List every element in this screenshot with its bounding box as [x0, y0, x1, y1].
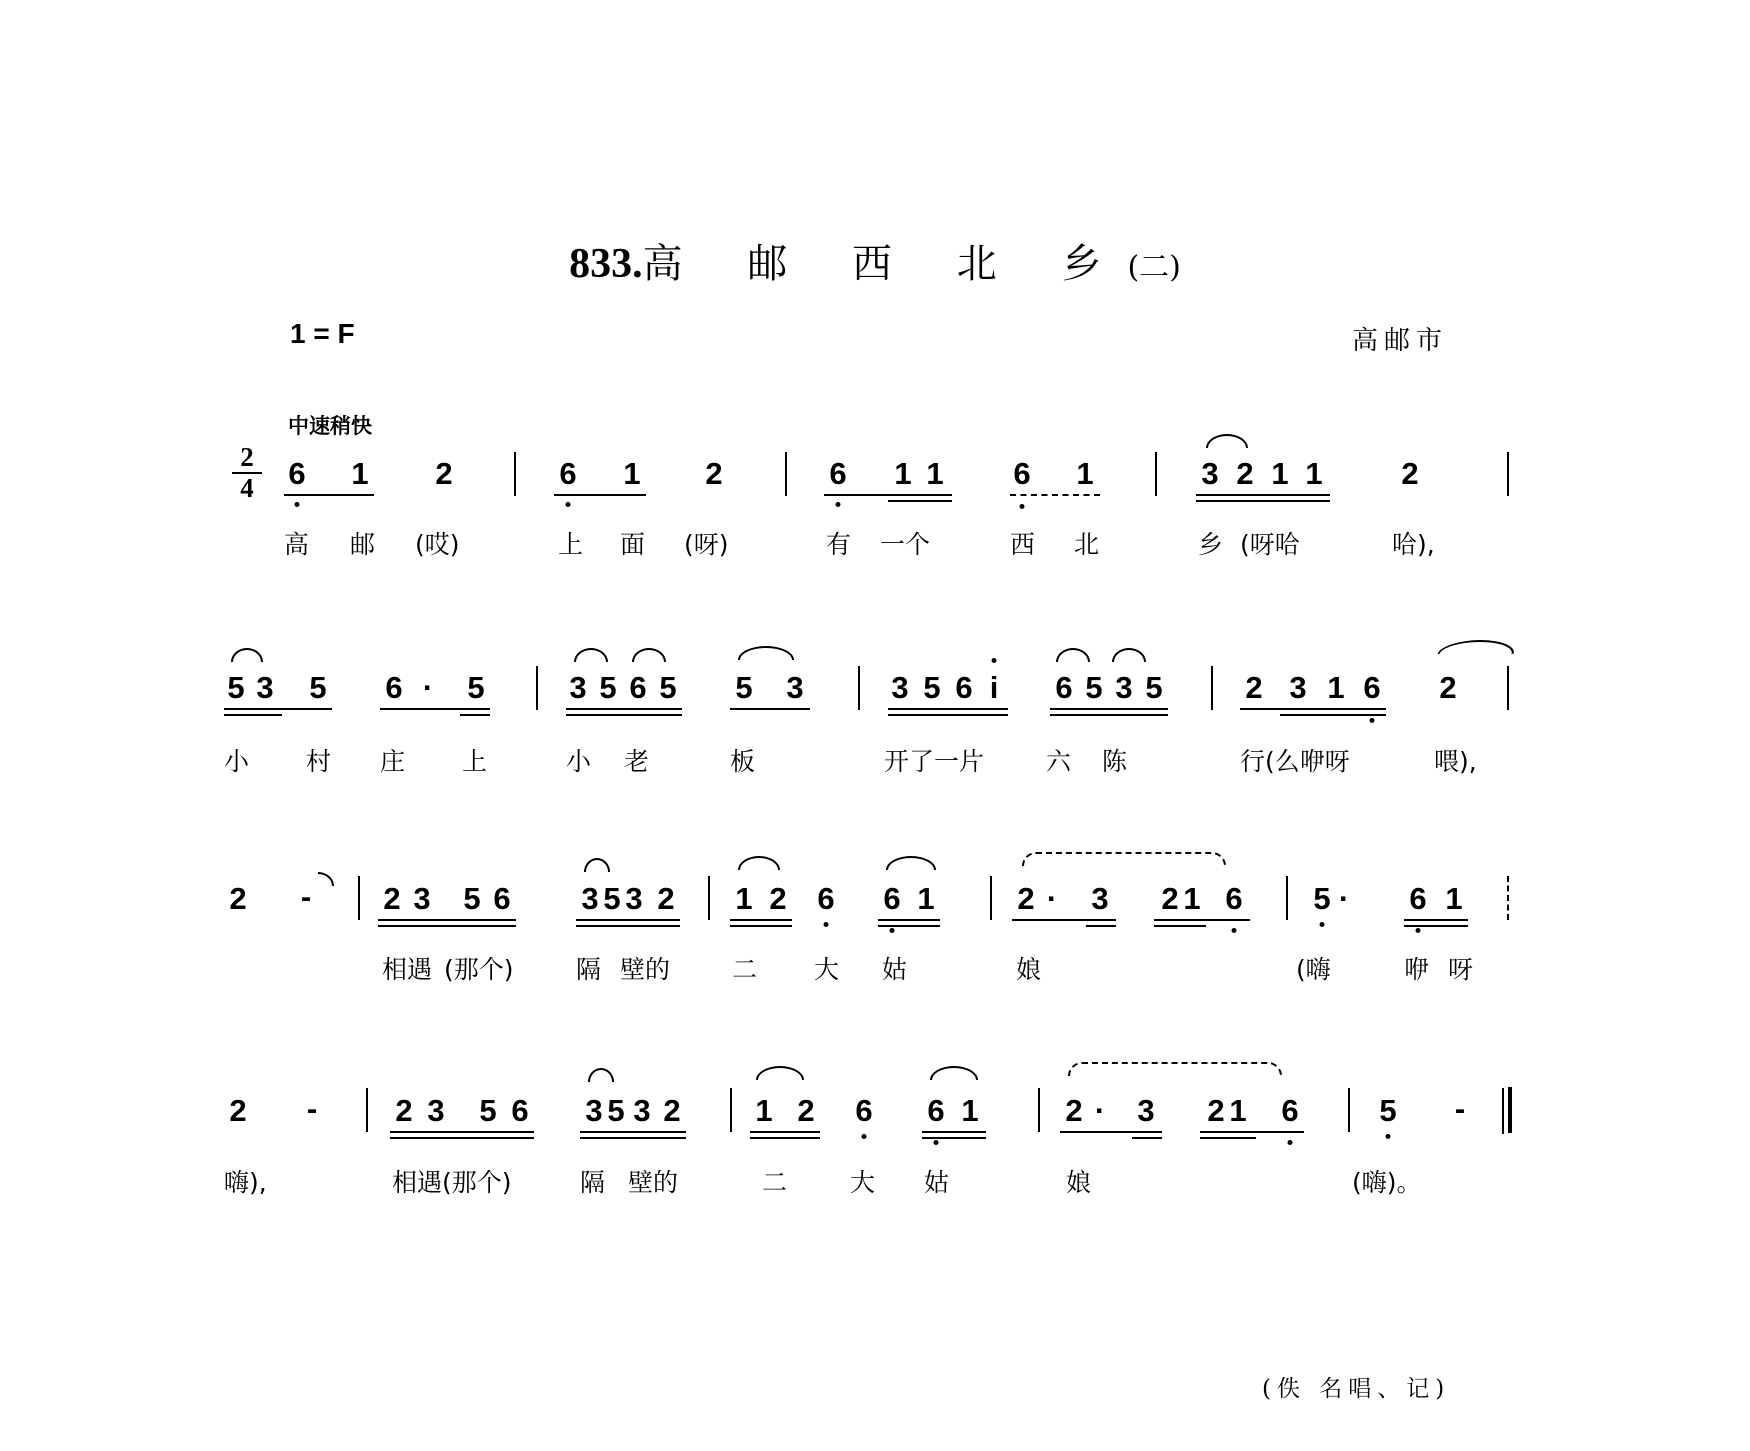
note: 2 [1439, 670, 1457, 705]
lyric: 姑 [882, 955, 908, 984]
note: 6 [559, 456, 577, 491]
lyric: 老 [624, 747, 650, 776]
lyric: 小 [224, 747, 250, 776]
underline-beam [1200, 1131, 1304, 1133]
slur [1206, 434, 1248, 448]
low-octave-dot [566, 502, 571, 507]
underline-beam [554, 494, 646, 496]
barline [358, 876, 360, 920]
slur [1437, 640, 1518, 654]
note: 1 [1327, 670, 1345, 705]
note: 3 [427, 1093, 445, 1128]
underline-beam [878, 925, 940, 927]
note: 5 [603, 881, 621, 916]
note: 6 [288, 456, 306, 491]
note: 2 [657, 881, 675, 916]
underline-beam [1240, 708, 1386, 710]
lyric: 小 [566, 747, 592, 776]
note: 1 [961, 1093, 979, 1128]
note: 2 [395, 1093, 413, 1128]
note: · [422, 670, 434, 705]
slur [632, 648, 666, 662]
note: 6 [511, 1093, 529, 1128]
lyric: 二 [732, 955, 758, 984]
note: 5 [467, 670, 485, 705]
lyric: 一个 [880, 530, 931, 559]
dotted-note-dot: · [1094, 1093, 1106, 1128]
lyric: 上 [462, 747, 488, 776]
note: 2 [1401, 456, 1419, 491]
barline [1211, 666, 1213, 710]
note: 6 [829, 456, 847, 491]
note: 1 [1229, 1093, 1247, 1128]
note: 3 [633, 1093, 651, 1128]
lyric: 庄 [380, 747, 406, 776]
lyric: 行(么咿呀 [1240, 747, 1350, 776]
underline-beam [730, 925, 792, 927]
lyric: 陈 [1102, 747, 1128, 776]
note: 5 [1085, 670, 1103, 705]
note: 2 [229, 1093, 247, 1128]
barline [514, 452, 516, 496]
underline-beam [566, 708, 682, 710]
note: i [989, 670, 999, 705]
lyric: 壁的 [628, 1168, 679, 1197]
lyric: 六 [1046, 747, 1072, 776]
underline-beam [1154, 925, 1206, 927]
lyric: 北 [1074, 530, 1100, 559]
underline-beam [1012, 919, 1116, 921]
tempo-marking: 中速稍快 [288, 414, 372, 438]
underline-beam [1196, 494, 1330, 496]
note: 1 [917, 881, 935, 916]
low-octave-dot [1020, 504, 1025, 509]
note: 3 [1201, 456, 1219, 491]
lyric: (嗨)。 [1352, 1168, 1422, 1197]
note: 1 [1076, 456, 1094, 491]
dotted-note-dot: · [1046, 881, 1058, 916]
low-octave-dot [824, 922, 829, 927]
slur [738, 646, 794, 660]
underline-beam [224, 714, 282, 716]
note: 6 [883, 881, 901, 916]
low-octave-dot [890, 928, 895, 933]
note: 3 [625, 881, 643, 916]
lyric: 隔 [576, 955, 602, 984]
note: 1 [623, 456, 641, 491]
underline-beam [878, 919, 940, 921]
lyric: 娘 [1066, 1168, 1092, 1197]
underline-beam [1050, 708, 1168, 710]
note: 1 [1271, 456, 1289, 491]
note: 3 [786, 670, 804, 705]
lyric: 邮 [350, 530, 376, 559]
barline [990, 876, 992, 920]
slur [574, 648, 608, 662]
lyric: 开了一片 [884, 747, 985, 776]
barline [730, 1088, 732, 1132]
note: 1 [1305, 456, 1323, 491]
note: 3 [1115, 670, 1133, 705]
slur [886, 856, 936, 870]
underline-beam [922, 1137, 986, 1139]
note: 6 [1055, 670, 1073, 705]
underline-beam [380, 708, 490, 710]
time-signature [232, 444, 262, 502]
lyric: 壁的 [620, 955, 671, 984]
low-octave-dot [1288, 1140, 1293, 1145]
extension-dash: - [306, 1091, 318, 1126]
underline-beam [1050, 714, 1168, 716]
note: 3 [256, 670, 274, 705]
slur [1056, 648, 1090, 662]
lyric: 大 [850, 1168, 876, 1197]
underline-beam [390, 1137, 534, 1139]
lyric: 板 [730, 747, 756, 776]
slur [930, 1066, 978, 1080]
lyric: 面 [620, 530, 646, 559]
note: 2 [1236, 456, 1254, 491]
lyric: 二 [762, 1168, 788, 1197]
barline [1155, 452, 1157, 496]
underline-beam [460, 714, 490, 716]
note: 5 [607, 1093, 625, 1128]
note: 5 [923, 670, 941, 705]
underline-beam [1132, 1137, 1162, 1139]
note: 6 [855, 1093, 873, 1128]
lyric: 姑 [924, 1168, 950, 1197]
underline-beam [224, 708, 332, 710]
note: 1 [351, 456, 369, 491]
underline-beam [888, 708, 1008, 710]
underline-beam [284, 494, 374, 496]
lyric: 隔 [580, 1168, 606, 1197]
barline [366, 1088, 368, 1132]
underline-beam [1010, 494, 1100, 496]
note: 6 [927, 1093, 945, 1128]
underline-beam [1154, 919, 1250, 921]
lyric: 相遇 [382, 955, 433, 984]
underline-beam [824, 494, 952, 496]
underline-beam [378, 919, 516, 921]
note: 2 [1161, 881, 1179, 916]
note: 1 [735, 881, 753, 916]
note: 2 [229, 881, 247, 916]
note: 5 [735, 670, 753, 705]
note: 3 [891, 670, 909, 705]
lyric: 村 [306, 747, 332, 776]
barline [785, 452, 787, 496]
slur [756, 1066, 804, 1080]
note: 5 [659, 670, 677, 705]
note: 5 [1379, 1093, 1397, 1128]
high-octave-dot [992, 658, 997, 663]
underline-beam [888, 500, 952, 502]
lyric: 高 [284, 530, 310, 559]
note: 2 [435, 456, 453, 491]
low-octave-dot [1232, 928, 1237, 933]
underline-beam [730, 919, 792, 921]
lyric: 西 [1010, 530, 1036, 559]
lyric: 呀 [1448, 955, 1474, 984]
underline-beam [1196, 500, 1330, 502]
note: 6 [629, 670, 647, 705]
key-signature: 1 = F [290, 318, 355, 349]
lyric: 嗨), [224, 1168, 267, 1197]
song-subtitle: (二) [1127, 250, 1181, 285]
underline-beam [750, 1137, 820, 1139]
note: 5 [1313, 881, 1331, 916]
lyric: (呀) [684, 530, 729, 559]
lyric: 上 [558, 530, 584, 559]
breath-mark [318, 872, 334, 886]
underline-beam [888, 714, 1008, 716]
low-octave-dot [1370, 718, 1375, 723]
slur [588, 1068, 614, 1082]
slur [738, 856, 780, 870]
barline [1348, 1088, 1350, 1132]
underline-beam [1200, 1137, 1256, 1139]
lyric: 咿 [1404, 955, 1430, 984]
note: 6 [385, 670, 403, 705]
barline [1507, 666, 1509, 710]
note: 1 [926, 456, 944, 491]
lyric: (那个) [444, 955, 514, 984]
lyric: 哈), [1392, 530, 1435, 559]
lyric: 喂), [1434, 747, 1477, 776]
note: 3 [1137, 1093, 1155, 1128]
underline-beam [580, 1131, 686, 1133]
note: 1 [1183, 881, 1201, 916]
slur [231, 648, 263, 662]
lyric: (嗨 [1296, 955, 1331, 984]
note: 3 [1091, 881, 1109, 916]
underline-beam [922, 1131, 986, 1133]
note: 6 [493, 881, 511, 916]
lyric: (哎) [415, 530, 460, 559]
dotted-note-dot: · [1338, 881, 1350, 916]
song-title [0, 232, 1750, 289]
note: 3 [585, 1093, 603, 1128]
lyric: 娘 [1016, 955, 1042, 984]
phrase-slur [1022, 852, 1226, 866]
singer-transcriber-credit: (佚 名唱、记) [1262, 1376, 1451, 1402]
note: 5 [479, 1093, 497, 1128]
underline-beam [576, 925, 680, 927]
note: 2 [769, 881, 787, 916]
note: 1 [755, 1093, 773, 1128]
note: 3 [1289, 670, 1307, 705]
low-octave-dot [862, 1134, 867, 1139]
underline-beam [750, 1131, 820, 1133]
underline-beam [390, 1131, 534, 1133]
time-signature-top: 2 [240, 442, 254, 472]
underline-beam [1086, 925, 1116, 927]
barline [708, 876, 710, 920]
extension-dash: - [300, 879, 312, 914]
note: 6 [817, 881, 835, 916]
underline-beam [566, 714, 682, 716]
region-label: 高邮市 [1352, 326, 1449, 356]
note: 6 [1225, 881, 1243, 916]
slur [584, 858, 610, 872]
underline-beam [576, 919, 680, 921]
low-octave-dot [295, 502, 300, 507]
phrase-slur [1068, 1062, 1282, 1076]
note: 2 [383, 881, 401, 916]
barline [1507, 876, 1509, 920]
underline-beam [580, 1137, 686, 1139]
note: 2 [1017, 881, 1035, 916]
song-name: 高 邮 西 北 乡 [642, 241, 1128, 287]
note: 6 [1281, 1093, 1299, 1128]
lyric: 大 [814, 955, 840, 984]
note: 3 [581, 881, 599, 916]
underline-beam [1060, 1131, 1162, 1133]
note: 2 [705, 456, 723, 491]
barline [1286, 876, 1288, 920]
lyric: 乡 [1198, 530, 1224, 559]
song-number: 833. [569, 241, 643, 287]
note: 5 [227, 670, 245, 705]
note: 6 [1363, 670, 1381, 705]
extension-dash: - [1454, 1091, 1466, 1126]
note: 5 [463, 881, 481, 916]
final-barline-thin [1502, 1088, 1504, 1134]
lyric: (呀哈 [1240, 530, 1300, 559]
low-octave-dot [836, 502, 841, 507]
note: 2 [1065, 1093, 1083, 1128]
barline [1507, 452, 1509, 496]
note: 2 [1207, 1093, 1225, 1128]
note: 5 [309, 670, 327, 705]
underline-beam [730, 708, 810, 710]
note: 6 [955, 670, 973, 705]
low-octave-dot [1416, 928, 1421, 933]
note: 1 [894, 456, 912, 491]
note: 5 [1145, 670, 1163, 705]
barline [858, 666, 860, 710]
underline-beam [1404, 919, 1468, 921]
note: 5 [599, 670, 617, 705]
underline-beam [378, 925, 516, 927]
lyric: 相遇(那个) [392, 1168, 512, 1197]
note: 6 [1409, 881, 1427, 916]
low-octave-dot [934, 1140, 939, 1145]
low-octave-dot [1386, 1134, 1391, 1139]
note: 2 [1245, 670, 1263, 705]
underline-beam [1404, 925, 1468, 927]
low-octave-dot [1320, 922, 1325, 927]
barline [1038, 1088, 1040, 1132]
note: 3 [413, 881, 431, 916]
note: 6 [1013, 456, 1031, 491]
note: 2 [663, 1093, 681, 1128]
note: 3 [569, 670, 587, 705]
lyric: 有 [826, 530, 852, 559]
time-signature-bottom: 4 [240, 473, 254, 503]
slur [1112, 648, 1146, 662]
barline [536, 666, 538, 710]
note: 2 [797, 1093, 815, 1128]
final-barline-thick [1508, 1087, 1512, 1133]
note: 1 [1445, 881, 1463, 916]
underline-beam [1280, 714, 1386, 716]
